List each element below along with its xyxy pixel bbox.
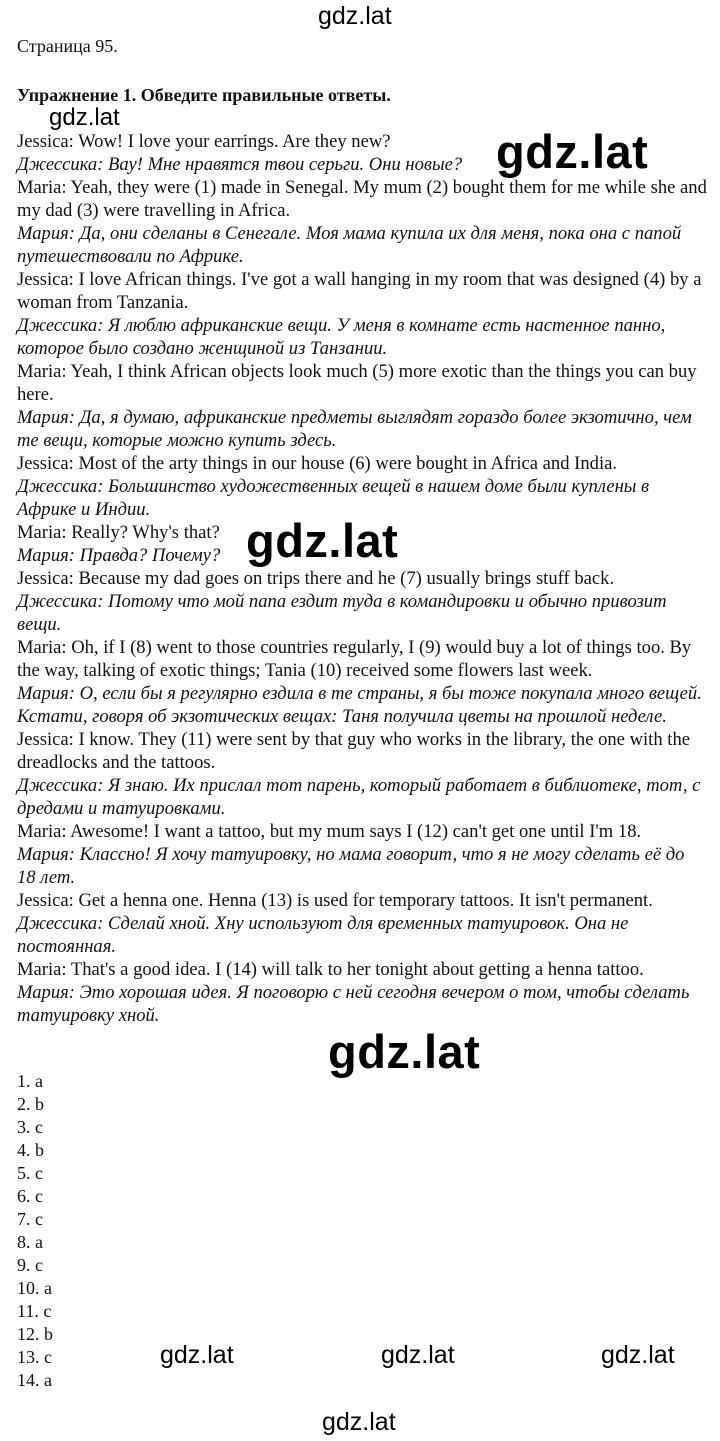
watermark-top: gdz.lat (318, 2, 392, 30)
dialogue-line-translation: Мария: Да, они сделаны в Сенегале. Моя мама купила их для меня, пока она с папой путешествовали по Африке. (17, 223, 682, 267)
dialogue-line-translation: Мария: О, если бы я регулярно ездила в те страны, я бы тоже покупала много вещей. Кстати, говоря об экзотических вещах: Таня получила цветы на прошлой неделе. (17, 683, 702, 727)
dialogue-line-translation: Джессика: Сделай хной. Хну используют для временных татуировок. Она не постоянная. (17, 913, 629, 957)
answer-item: 8. a (17, 1232, 43, 1252)
answer-item: 4. b (17, 1140, 44, 1160)
watermark-bottom-1: gdz.lat (160, 1341, 234, 1369)
dialogue-line-translation: Мария: Да, я думаю, африканские предметы выглядят гораздо более экзотично, чем те вещи, которые можно купить здесь. (17, 407, 692, 451)
dialogue-line-english: Maria: That's a good idea. I (14) will talk to her tonight about getting a henna tattoo. (17, 959, 644, 980)
watermark-big-1: gdz.lat (496, 125, 649, 178)
answer-item: 9. c (17, 1255, 43, 1275)
dialogue-line-translation: Джессика: Я люблю африканские вещи. У меня в комнате есть настенное панно, которое было создано женщиной из Танзании. (17, 315, 666, 359)
dialogue-line-english: Maria: Oh, if I (8) went to those countries regularly, I (9) would buy a lot of things too. By the way, talking of exotic things; Tania (10) received some flowers last week. (17, 637, 692, 681)
answer-item: 13. c (17, 1347, 52, 1367)
dialogue-line-translation: Джессика: Вау! Мне нравятся твои серьги. Они новые? (17, 154, 463, 175)
watermark-bottom-2: gdz.lat (381, 1341, 455, 1369)
dialogue-line-english: Maria: Really? Why's that? (17, 522, 220, 543)
answer-item: 1. a (17, 1071, 43, 1091)
answer-item: 3. c (17, 1117, 43, 1137)
dialogue (17, 130, 707, 1027)
dialogue-line-english: Jessica: I know. They (11) were sent by that guy who works in the library, the one with the dreadlocks and the tattoos. (17, 729, 691, 773)
dialogue-line-english: Maria: Yeah, they were (1) made in Senegal. My mum (2) bought them for me while she and my dad (3) were travelling in Africa. (17, 177, 707, 221)
dialogue-line-translation: Мария: Это хорошая идея. Я поговорю с ней сегодня вечером о том, чтобы сделать татуировку хной. (17, 982, 690, 1026)
answer-item: 10. a (17, 1278, 52, 1298)
dialogue-line-translation: Мария: Правда? Почему? (17, 545, 221, 566)
watermark-big-2: gdz.lat (246, 514, 399, 567)
answer-item: 14. a (17, 1370, 52, 1390)
dialogue-line-translation: Джессика: Потому что мой папа ездит туда в командировки и обычно привозит вещи. (17, 591, 667, 635)
answer-item: 2. b (17, 1094, 44, 1114)
dialogue-line-english: Jessica: Because my dad goes on trips there and he (7) usually brings stuff back. (17, 568, 615, 589)
answer-item: 5. c (17, 1163, 43, 1183)
answer-item: 7. c (17, 1209, 43, 1229)
dialogue-line-english: Jessica: Most of the arty things in our house (6) were bought in Africa and India. (17, 453, 618, 474)
dialogue-line-english: Jessica: Get a henna one. Henna (13) is used for temporary tattoos. It isn't permanent. (17, 890, 653, 911)
answer-list (17, 1070, 53, 1392)
watermark-bottom-3: gdz.lat (601, 1341, 675, 1369)
dialogue-line-english: Maria: Awesome! I want a tattoo, but my mum says I (12) can't get one until I'm 18. (17, 821, 642, 842)
dialogue-line-translation: Джессика: Я знаю. Их прислал тот парень, который работает в библиотеке, тот, с дредами и татуировками. (17, 775, 701, 819)
page-label: Страница 95. (17, 36, 118, 56)
dialogue-line-translation: Джессика: Большинство художественных вещей в нашем доме были куплены в Африке и Индии. (17, 476, 650, 520)
answer-item: 12. b (17, 1324, 53, 1344)
watermark-big-3: gdz.lat (328, 1025, 481, 1078)
dialogue-line-english: Jessica: Wow! I love your earrings. Are they new? (17, 131, 391, 152)
exercise-title: Упражнение 1. Обведите правильные ответы. (17, 85, 391, 105)
answer-item: 11. c (17, 1301, 52, 1321)
dialogue-line-translation: Мария: Классно! Я хочу татуировку, но мама говорит, что я не могу сделать её до 18 лет. (17, 844, 685, 888)
dialogue-line-english: Maria: Yeah, I think African objects look much (5) more exotic than the things you can buy here. (17, 361, 697, 405)
answer-item: 6. c (17, 1186, 43, 1206)
watermark-footer: gdz.lat (322, 1408, 396, 1436)
watermark-left-small: gdz.lat (49, 104, 120, 131)
dialogue-line-english: Jessica: I love African things. I've got a wall hanging in my room that was designed (4) by a woman from Tanzania. (17, 269, 702, 313)
